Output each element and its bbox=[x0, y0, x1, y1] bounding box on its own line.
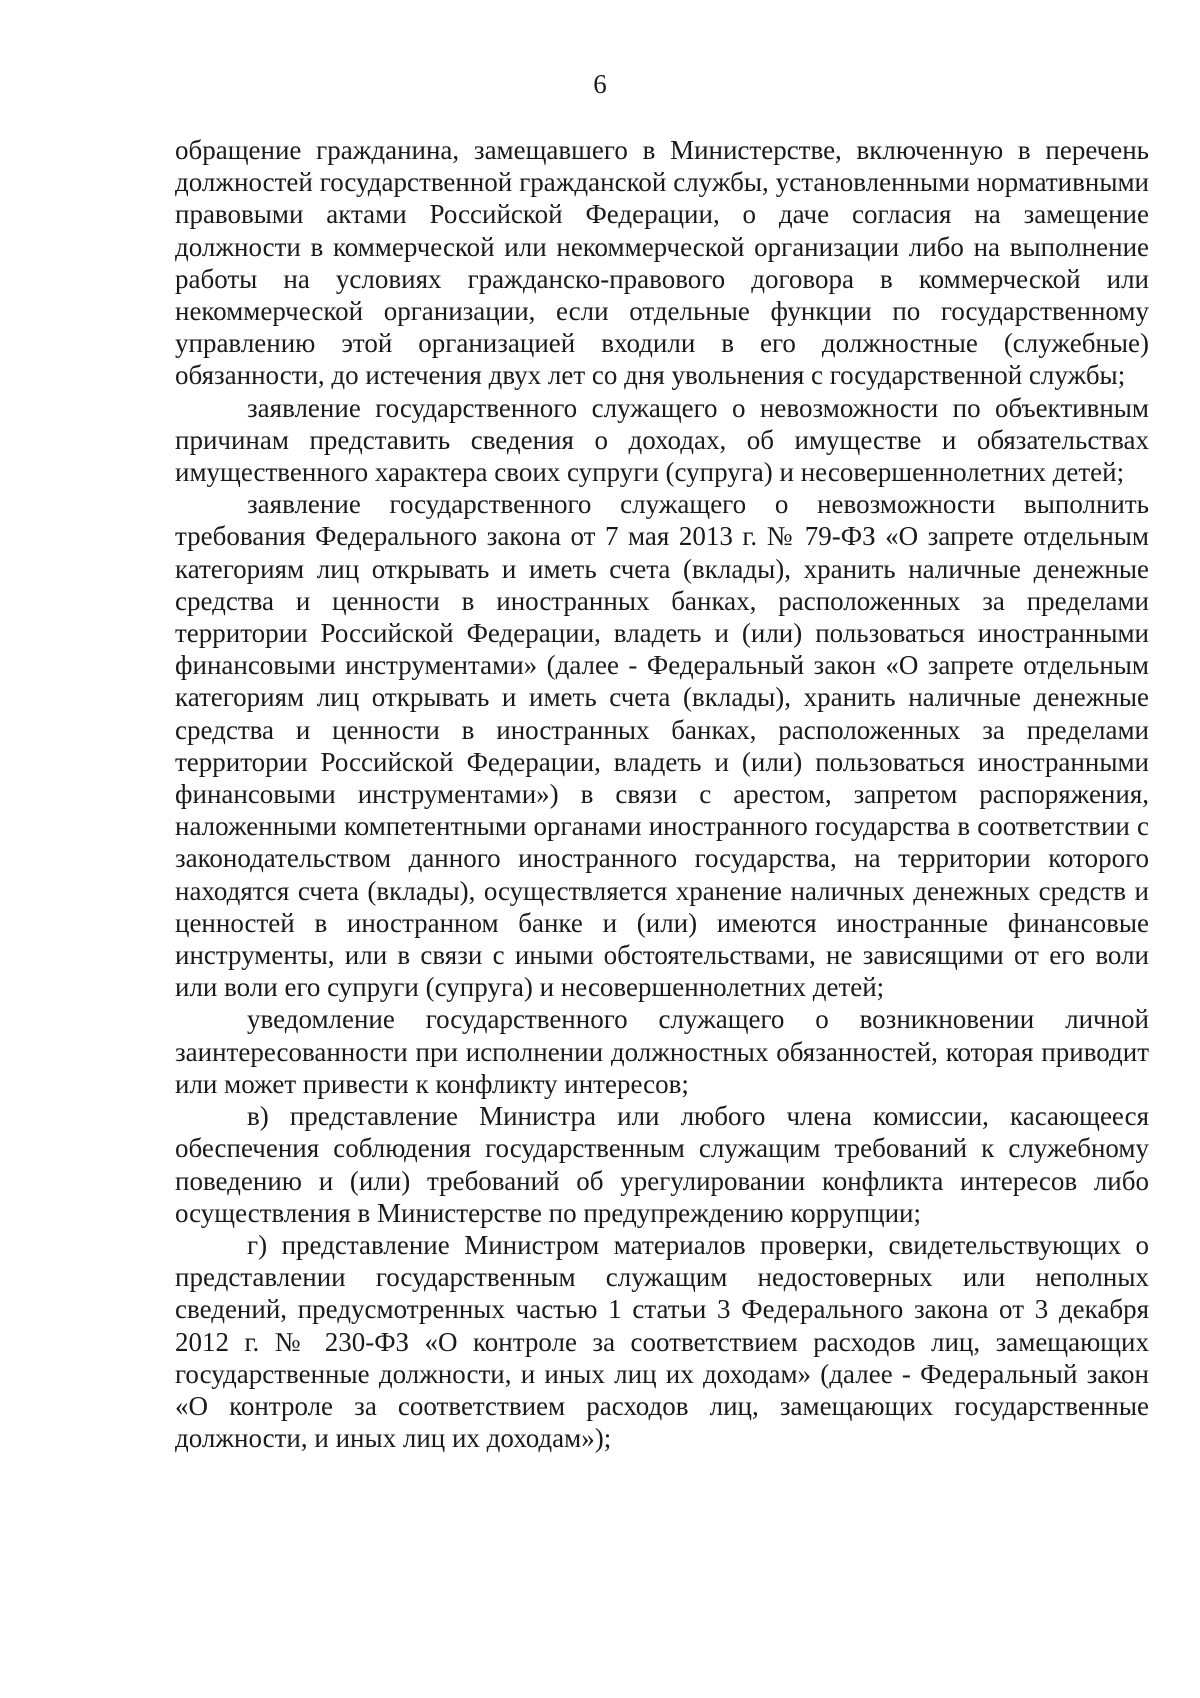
page-number: 6 bbox=[593, 69, 607, 99]
paragraph-item-v-minister-submission: в) представление Министра или любого члена комиссии, касающееся обеспечения соблюдения государственным служащим требований к служебному поведению и (или) требований об урегулировании конфликта интересов либо осуществления в Министерстве по предупреждению коррупции; bbox=[175, 1101, 1149, 1228]
paragraph-notice-conflict-of-interest: уведомление государственного служащего о возникновении личной заинтересованности при исполнении должностных обязанностей, которая приводит или может привести к конфликту интересов; bbox=[175, 1004, 1149, 1099]
paragraph-appeal-former-official: обращение гражданина, замещавшего в Министерстве, включенную в перечень должностей государственной гражданской службы, установленными нормативными правовыми актами Российской Федерации, о даче согласия на замещение должности в коммерческой или некоммерческой организации либо на выполнение работы на условиях гражданско-правового договора в коммерческой или некоммерческой организации, если отдельные функции по государственному управлению этой организацией входили в его должностные (служебные) обязанности, до истечения двух лет со дня увольнения с государственной службы; bbox=[175, 135, 1149, 391]
paragraph-statement-foreign-accounts: заявление государственного служащего о невозможности выполнить требования Федерального закона от 7 мая 2013 г. № 79-ФЗ «О запрете отдельным категориям лиц открывать и иметь счета (вклады), хранить наличные денежные средства и ценности в иностранных банках, расположенных за пределами территории Российской Федерации, владеть и (или) пользоваться иностранными финансовыми инструментами» (далее - Федеральный закон «О запрете отдельным категориям лиц открывать и иметь счета (вклады), хранить наличные денежные средства и ценности в иностранных банках, расположенных за пределами территории Российской Федерации, владеть и (или) пользоваться иностранными финансовыми инструментами») в связи с арестом, запретом распоряжения, наложенными компетентными органами иностранного государства в соответствии с законодательством данного иностранного государства, на территории которого находятся счета (вклады), осуществляется хранение наличных денежных средств и ценностей в иностранном банке и (или) имеются иностранные финансовые инструменты, или в связи с иными обстоятельствами, не зависящими от его воли или воли его супруги (супруга) и несовершеннолетних детей; bbox=[175, 489, 1149, 1003]
paragraph-statement-income-info: заявление государственного служащего о невозможности по объективным причинам представить сведения о доходах, об имуществе и обязательствах имущественного характера своих супруги (супруга) и несовершеннолетних детей; bbox=[175, 392, 1149, 488]
paragraph-item-g-inspection-materials: г) представление Министром материалов проверки, свидетельствующих о представлении государственным служащим недостоверных или неполных сведений, предусмотренных частью 1 статьи 3 Федерального закона от 3 декабря 2012 г. № 230-ФЗ «О контроле за соответствием расходов лиц, замещающих государственные должности, и иных лиц их доходам» (далее - Федеральный закон «О контроле за соответствием расходов лиц, замещающих государственные должности, и иных лиц их доходам»); bbox=[175, 1229, 1149, 1454]
document-body bbox=[175, 134, 1149, 1454]
